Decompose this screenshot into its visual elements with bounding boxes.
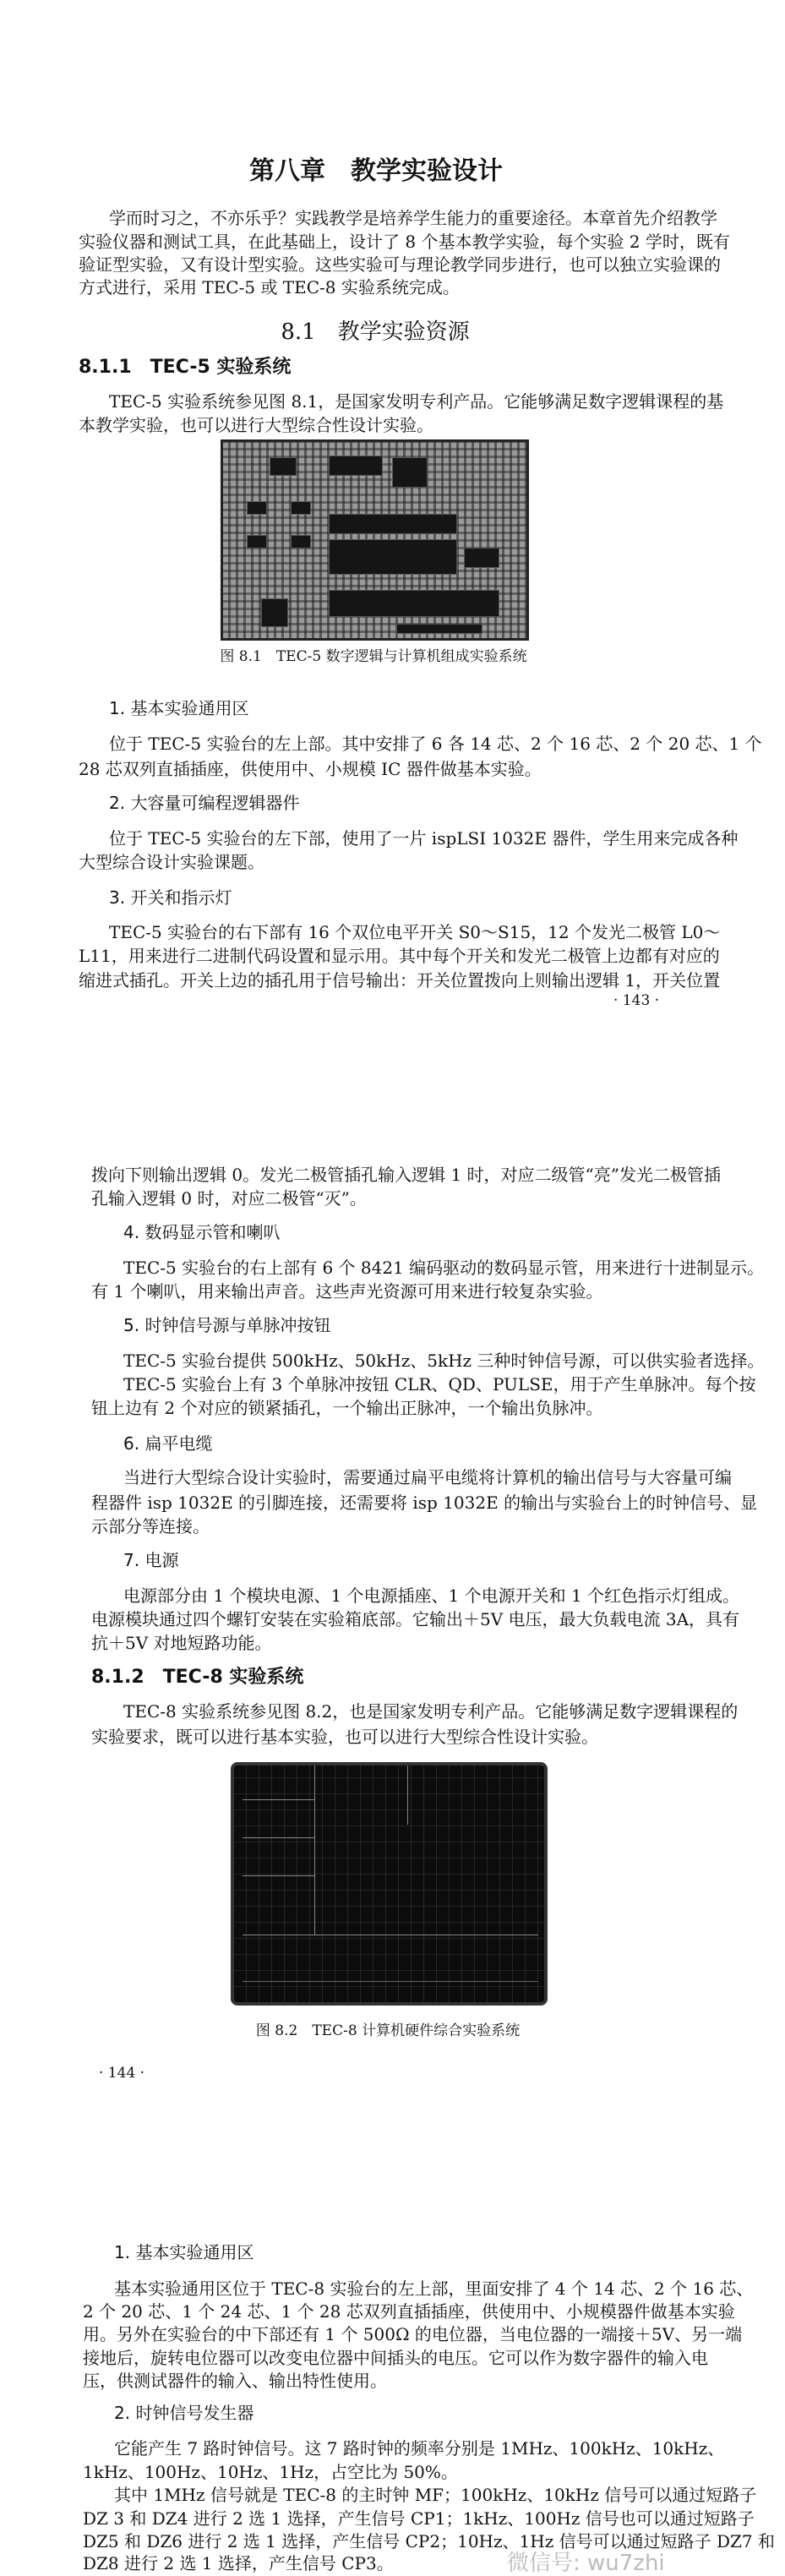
item-heading: 7. 电源 xyxy=(123,1550,179,1570)
paragraph-line: 程器件 isp 1032E 的引脚连接，还需要将 isp 1032E 的输出与实验台上的时钟信号、显 xyxy=(91,1493,758,1513)
item-heading: 6. 扁平电缆 xyxy=(123,1433,213,1454)
photo-panel-divider xyxy=(243,1837,314,1838)
watermark: 微信号: wu7zhi xyxy=(507,2551,665,2576)
paragraph-line: 抗＋5V 对地短路功能。 xyxy=(91,1633,272,1653)
item-heading: 2. 大容量可编程逻辑器件 xyxy=(109,793,300,813)
paragraph-line: TEC-5 实验台的右下部有 16 个双位电平开关 S0～S15，12 个发光二极管 L0～ xyxy=(109,922,721,942)
paragraph-line: TEC-5 实验台提供 500kHz、50kHz、5kHz 三种时钟信号源，可以供实验者选择。 xyxy=(123,1351,765,1371)
paragraph-line: 钮上边有 2 个对应的锁紧插孔，一个输出正脉冲，一个输出负脉冲。 xyxy=(91,1398,603,1418)
paragraph-line: 28 芯双列直插插座，供使用中、小规模 IC 器件做基本实验。 xyxy=(79,759,542,779)
paragraph-line: 电源模块通过四个螺钉安装在实验箱底部。它输出＋5V 电压，最大负载电流 3A，具有 xyxy=(91,1609,740,1629)
paragraph-line: TEC-5 实验台上有 3 个单脉冲按钮 CLR、QD、PULSE，用于产生单脉冲。每个按 xyxy=(123,1374,756,1394)
photo-chip xyxy=(247,501,267,515)
paragraph-line: 实验要求，既可以进行基本实验，也可以进行大型综合性设计实验。 xyxy=(91,1727,598,1747)
paragraph-line: 大型综合设计实验课题。 xyxy=(79,852,264,872)
paragraph-line: DZ5 和 DZ6 进行 2 选 1 选择，产生信号 CP2；10Hz、1Hz 信号可以通过短路子 DZ7 和 xyxy=(83,2531,775,2551)
paragraph-line: L11，用来进行二进制代码设置和显示用。其中每个开关和发光二极管上边都有对应的 xyxy=(79,946,720,966)
photo-chip xyxy=(270,457,297,476)
paragraph-line: 2 个 20 芯、1 个 24 芯、1 个 28 芯双列直插插座，供使用中、小规模器件做基本实验 xyxy=(83,2301,735,2322)
photo-panel-divider xyxy=(243,1799,314,1800)
photo-chip xyxy=(329,590,499,617)
photo-chip xyxy=(464,548,499,568)
paragraph-line: 它能产生 7 路时钟信号。这 7 路时钟的频率分别是 1MHz、100kHz、10kHz、 xyxy=(114,2438,725,2459)
figure-tec8-photo xyxy=(231,1762,548,2006)
photo-chip xyxy=(392,457,428,488)
photo-panel-divider xyxy=(243,1875,314,1876)
photo-chip xyxy=(291,535,311,548)
paragraph-line: 基本实验通用区位于 TEC-8 实验台的左上部，里面安排了 4 个 14 芯、2 个 16 芯、 xyxy=(114,2279,754,2299)
subsection-heading-8-1-2: 8.1.2 TEC-8 实验系统 xyxy=(91,1667,304,1688)
item-heading: 4. 数码显示管和喇叭 xyxy=(123,1222,281,1242)
paragraph-line: 电源部分由 1 个模块电源、1 个电源插座、1 个电源开关和 1 个红色指示灯组成。 xyxy=(123,1585,740,1606)
photo-chip xyxy=(291,501,311,515)
intro-line: 实验仪器和测试工具，在此基础上，设计了 8 个基本教学实验，每个实验 2 学时，既有 xyxy=(79,232,730,252)
paragraph-line: 有 1 个喇叭，用来输出声音。这些声光资源可用来进行较复杂实验。 xyxy=(91,1281,603,1302)
page-number: · 143 · xyxy=(613,992,660,1009)
item-heading: 3. 开关和指示灯 xyxy=(109,887,232,908)
paragraph-line: DZ8 进行 2 选 1 选择，产生信号 CP3。 xyxy=(83,2553,394,2573)
paragraph-line: TEC-5 实验台的右上部有 6 个 8421 编码驱动的数码显示管，用来进行十进制显示。 xyxy=(123,1258,765,1278)
item-heading: 1. 基本实验通用区 xyxy=(114,2242,254,2262)
figure-8-1-caption: 图 8.1 TEC-5 数字逻辑与计算机组成实验系统 xyxy=(220,648,527,665)
paragraph-line: 本教学实验，也可以进行大型综合性设计实验。 xyxy=(79,415,433,435)
paragraph-line: 接地后，旋转电位器可以改变电位器中间插头的电压。它可以作为数字器件的输入电 xyxy=(83,2348,708,2368)
paragraph-line: 拨向下则输出逻辑 0。发光二极管插孔输入逻辑 1 时，对应二级管“亮”发光二极管插 xyxy=(91,1165,721,1185)
photo-panel-divider xyxy=(407,1766,408,1825)
paragraph-line: 位于 TEC-5 实验台的左下部，使用了一片 ispLSI 1032E 器件，学生用来完成各种 xyxy=(109,828,739,849)
intro-line: 方式进行，采用 TEC-5 或 TEC-8 实验系统完成。 xyxy=(79,277,460,297)
photo-chip xyxy=(261,598,288,627)
photo-chip xyxy=(329,539,457,575)
photo-panel-divider xyxy=(243,1981,538,1982)
paragraph-line: 其中 1MHz 信号就是 TEC-8 的主时钟 MF；100kHz、10kHz 信号可以通过短路子 xyxy=(114,2485,757,2505)
paragraph-line: 压，供测试器件的输入、输出特性使用。 xyxy=(83,2371,387,2391)
photo-chip xyxy=(247,535,267,548)
figure-8-2-caption: 图 8.2 TEC-8 计算机硬件综合实验系统 xyxy=(255,2022,521,2039)
photo-chip xyxy=(329,456,383,476)
item-heading: 1. 基本实验通用区 xyxy=(109,698,249,718)
paragraph-line: TEC-8 实验系统参见图 8.2，也是国家发明专利产品。它能够满足数字逻辑课程的 xyxy=(123,1701,739,1722)
paragraph-line: TEC-5 实验系统参见图 8.1，是国家发明专利产品。它能够满足数字逻辑课程的基 xyxy=(109,391,724,412)
item-heading: 2. 时钟信号发生器 xyxy=(114,2403,254,2423)
intro-line: 学而时习之，不亦乐乎？实践教学是培养学生能力的重要途径。本章首先介绍教学 xyxy=(109,208,717,228)
photo-chip xyxy=(329,514,457,534)
photo-panel-divider xyxy=(314,1766,315,1935)
paragraph-line: DZ 3 和 DZ4 进行 2 选 1 选择，产生信号 CP1；1kHz、100Hz 信号也可以通过短路子 xyxy=(83,2508,755,2529)
subsection-heading-8-1-1: 8.1.1 TEC-5 实验系统 xyxy=(79,357,292,378)
paragraph-line: 当进行大型综合设计实验时，需要通过扁平电缆将计算机的输出信号与大容量可编 xyxy=(123,1467,732,1487)
paragraph-line: 1kHz、100Hz、10Hz、1Hz，占空比为 50%。 xyxy=(83,2462,458,2482)
paragraph-line: 孔输入逻辑 0 时，对应二极管“灭”。 xyxy=(91,1188,367,1209)
chapter-title: 第八章 教学实验设计 xyxy=(249,156,503,186)
item-heading: 5. 时钟信号源与单脉冲按钮 xyxy=(123,1315,331,1335)
paragraph-line: 用。另外在实验台的中下部还有 1 个 500Ω 的电位器，当电位器的一端接＋5V、另一端 xyxy=(83,2324,743,2344)
section-heading-8-1: 8.1 教学实验资源 xyxy=(281,319,470,345)
page-number: · 144 · xyxy=(99,2065,145,2082)
paragraph-line: 示部分等连接。 xyxy=(91,1516,210,1536)
paragraph-line: 缩进式插孔。开关上边的插孔用于信号输出：开关位置拨向上则输出逻辑 1，开关位置 xyxy=(79,970,721,991)
photo-chip xyxy=(396,624,482,634)
figure-tec5-photo xyxy=(221,439,529,641)
intro-line: 验证型实验，又有设计型实验。这些实验可与理论教学同步进行，也可以独立实验课的 xyxy=(79,254,721,275)
paragraph-line: 位于 TEC-5 实验台的左上部。其中安排了 6 各 14 芯、2 个 16 芯、2 个 20 芯、1 个 xyxy=(109,734,762,754)
